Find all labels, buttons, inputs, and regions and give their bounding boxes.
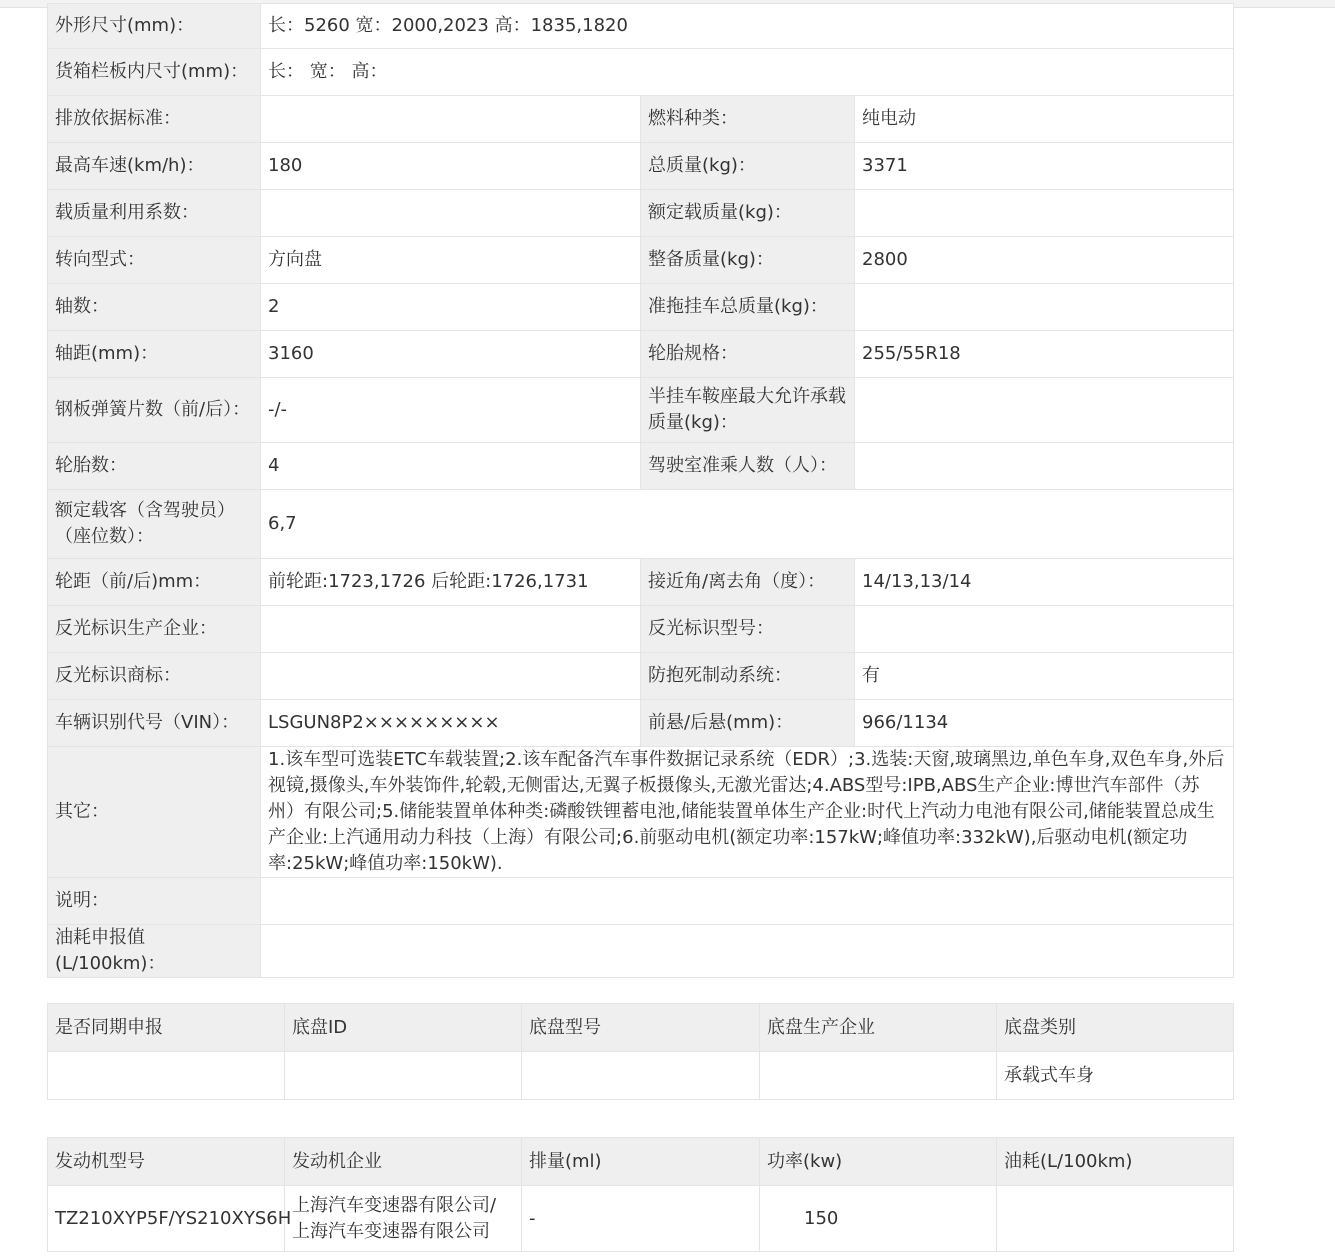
saddle-load-value xyxy=(855,378,1234,443)
table-row xyxy=(48,1186,1234,1252)
other-value: 1.该车型可选装ETC车载装置;2.该车配备汽车事件数据记录系统（EDR）;3.选装:天窗,玻璃黑边,单色车身,双色车身,外后视镜,摄像头,车外装饰件,轮毂,无侧雷达,无翼子板摄像头,无激光雷达;4.ABS型号:IPB,ABS生产企业:博世汽车部件（苏州）有限公司;5.储能装置单体种类:磷酸铁锂蓄电池,储能装置单体生产企业:时代上汽动力电池有限公司,储能装置总成生产企业:上汽通用动力科技（上海）有限公司;6.前驱动电机(额定功率:157kW;峰值功率:332kW),后驱动电机(额定功率:25kW;峰值功率:150kW). xyxy=(261,747,1234,878)
fuel-value: 纯电动 xyxy=(855,96,1234,143)
reflector-model-value xyxy=(855,606,1234,653)
speed-value: 180 xyxy=(261,143,641,190)
table-row xyxy=(48,378,1234,443)
engine-maker-cell: 上海汽车变速器有限公司/上海汽车变速器有限公司 xyxy=(285,1186,522,1252)
speed-label: 最高车速(km/h)： xyxy=(48,143,261,190)
table-row xyxy=(48,700,1234,747)
emission-value xyxy=(261,96,641,143)
tire-spec-value: 255/55R18 xyxy=(855,331,1234,378)
vehicle-spec-table xyxy=(47,3,1234,978)
abs-value: 有 xyxy=(855,653,1234,700)
chassis-header-id: 底盘ID xyxy=(285,1004,522,1052)
vin-value: LSGUN8P2××××××××× xyxy=(261,700,641,747)
steering-value: 方向盘 xyxy=(261,237,641,284)
note-value xyxy=(261,878,1234,925)
chassis-header-maker: 底盘生产企业 xyxy=(760,1004,997,1052)
table-row xyxy=(48,49,1234,96)
reflector-brand-label: 反光标识商标： xyxy=(48,653,261,700)
tire-count-value: 4 xyxy=(261,443,641,490)
engine-table xyxy=(47,1137,1234,1252)
gross-mass-label: 总质量(kg)： xyxy=(641,143,855,190)
saddle-load-label: 半挂车鞍座最大允许承载质量(kg)： xyxy=(641,378,855,443)
chassis-type-cell: 承载式车身 xyxy=(997,1052,1234,1100)
engine-header-power: 功率(kw) xyxy=(760,1138,997,1186)
load-coef-label: 载质量利用系数： xyxy=(48,190,261,237)
cab-seats-value xyxy=(855,443,1234,490)
overhang-label: 前悬/后悬(mm)： xyxy=(641,700,855,747)
trailer-mass-label: 准拖挂车总质量(kg)： xyxy=(641,284,855,331)
cargo-label: 货箱栏板内尺寸(mm)： xyxy=(48,49,261,96)
load-coef-value xyxy=(261,190,641,237)
reflector-brand-value xyxy=(261,653,641,700)
engine-consumption-cell xyxy=(997,1186,1234,1252)
table-row xyxy=(48,284,1234,331)
reflector-model-label: 反光标识型号： xyxy=(641,606,855,653)
table-row xyxy=(48,653,1234,700)
table-row xyxy=(48,331,1234,378)
seats-value: 6,7 xyxy=(261,490,1234,559)
table-row xyxy=(48,96,1234,143)
abs-label: 防抱死制动系统： xyxy=(641,653,855,700)
table-row xyxy=(48,878,1234,925)
table-row xyxy=(48,559,1234,606)
rated-load-label: 额定载质量(kg)： xyxy=(641,190,855,237)
angle-label: 接近角/离去角（度）： xyxy=(641,559,855,606)
note-label: 说明： xyxy=(48,878,261,925)
vin-label: 车辆识别代号（VIN）： xyxy=(48,700,261,747)
seats-label: 额定载客（含驾驶员）（座位数）： xyxy=(48,490,261,559)
reflector-maker-label: 反光标识生产企业： xyxy=(48,606,261,653)
trailer-mass-value xyxy=(855,284,1234,331)
curb-mass-label: 整备质量(kg)： xyxy=(641,237,855,284)
steering-label: 转向型式： xyxy=(48,237,261,284)
wheelbase-label: 轴距(mm)： xyxy=(48,331,261,378)
table-row xyxy=(48,443,1234,490)
table-row xyxy=(48,4,1234,49)
chassis-header-model: 底盘型号 xyxy=(522,1004,760,1052)
reflector-maker-value xyxy=(261,606,641,653)
chassis-table xyxy=(47,1003,1234,1100)
table-row xyxy=(48,490,1234,559)
fuel-consumption-label: 油耗申报值(L/100km)： xyxy=(48,925,261,978)
table-row xyxy=(48,190,1234,237)
axles-label: 轴数： xyxy=(48,284,261,331)
engine-header-model: 发动机型号 xyxy=(48,1138,285,1186)
engine-displacement-cell: - xyxy=(522,1186,760,1252)
tire-spec-label: 轮胎规格： xyxy=(641,331,855,378)
emission-label: 排放依据标准： xyxy=(48,96,261,143)
wheelbase-value: 3160 xyxy=(261,331,641,378)
track-value: 前轮距:1723,1726 后轮距:1726,1731 xyxy=(261,559,641,606)
chassis-model-cell xyxy=(522,1052,760,1100)
cargo-value: 长： 宽： 高： xyxy=(261,49,1234,96)
leaf-spring-value: -/- xyxy=(261,378,641,443)
chassis-header-type: 底盘类别 xyxy=(997,1004,1234,1052)
gross-mass-value: 3371 xyxy=(855,143,1234,190)
cab-seats-label: 驾驶室准乘人数（人）： xyxy=(641,443,855,490)
engine-header-consumption: 油耗(L/100km) xyxy=(997,1138,1234,1186)
chassis-maker-cell xyxy=(760,1052,997,1100)
table-row xyxy=(48,237,1234,284)
table-header-row xyxy=(48,1004,1234,1052)
curb-mass-value: 2800 xyxy=(855,237,1234,284)
tire-count-label: 轮胎数： xyxy=(48,443,261,490)
engine-power-cell: 150 xyxy=(760,1186,997,1252)
dims-value: 长：5260 宽：2000,2023 高：1835,1820 xyxy=(261,4,1234,49)
fuel-consumption-value xyxy=(261,925,1234,978)
table-row xyxy=(48,143,1234,190)
dims-label: 外形尺寸(mm)： xyxy=(48,4,261,49)
other-label: 其它： xyxy=(48,747,261,878)
chassis-header-sync: 是否同期申报 xyxy=(48,1004,285,1052)
engine-model-cell: TZ210XYP5F/YS210XYS6H xyxy=(48,1186,285,1252)
track-label: 轮距（前/后)mm： xyxy=(48,559,261,606)
overhang-value: 966/1134 xyxy=(855,700,1234,747)
rated-load-value xyxy=(855,190,1234,237)
chassis-id-cell xyxy=(285,1052,522,1100)
table-row xyxy=(48,1052,1234,1100)
table-row xyxy=(48,925,1234,978)
chassis-sync-cell xyxy=(48,1052,285,1100)
fuel-label: 燃料种类： xyxy=(641,96,855,143)
table-row xyxy=(48,747,1234,878)
engine-header-displacement: 排量(ml) xyxy=(522,1138,760,1186)
table-header-row xyxy=(48,1138,1234,1186)
angle-value: 14/13,13/14 xyxy=(855,559,1234,606)
axles-value: 2 xyxy=(261,284,641,331)
engine-header-maker: 发动机企业 xyxy=(285,1138,522,1186)
leaf-spring-label: 钢板弹簧片数（前/后）： xyxy=(48,378,261,443)
table-row xyxy=(48,606,1234,653)
